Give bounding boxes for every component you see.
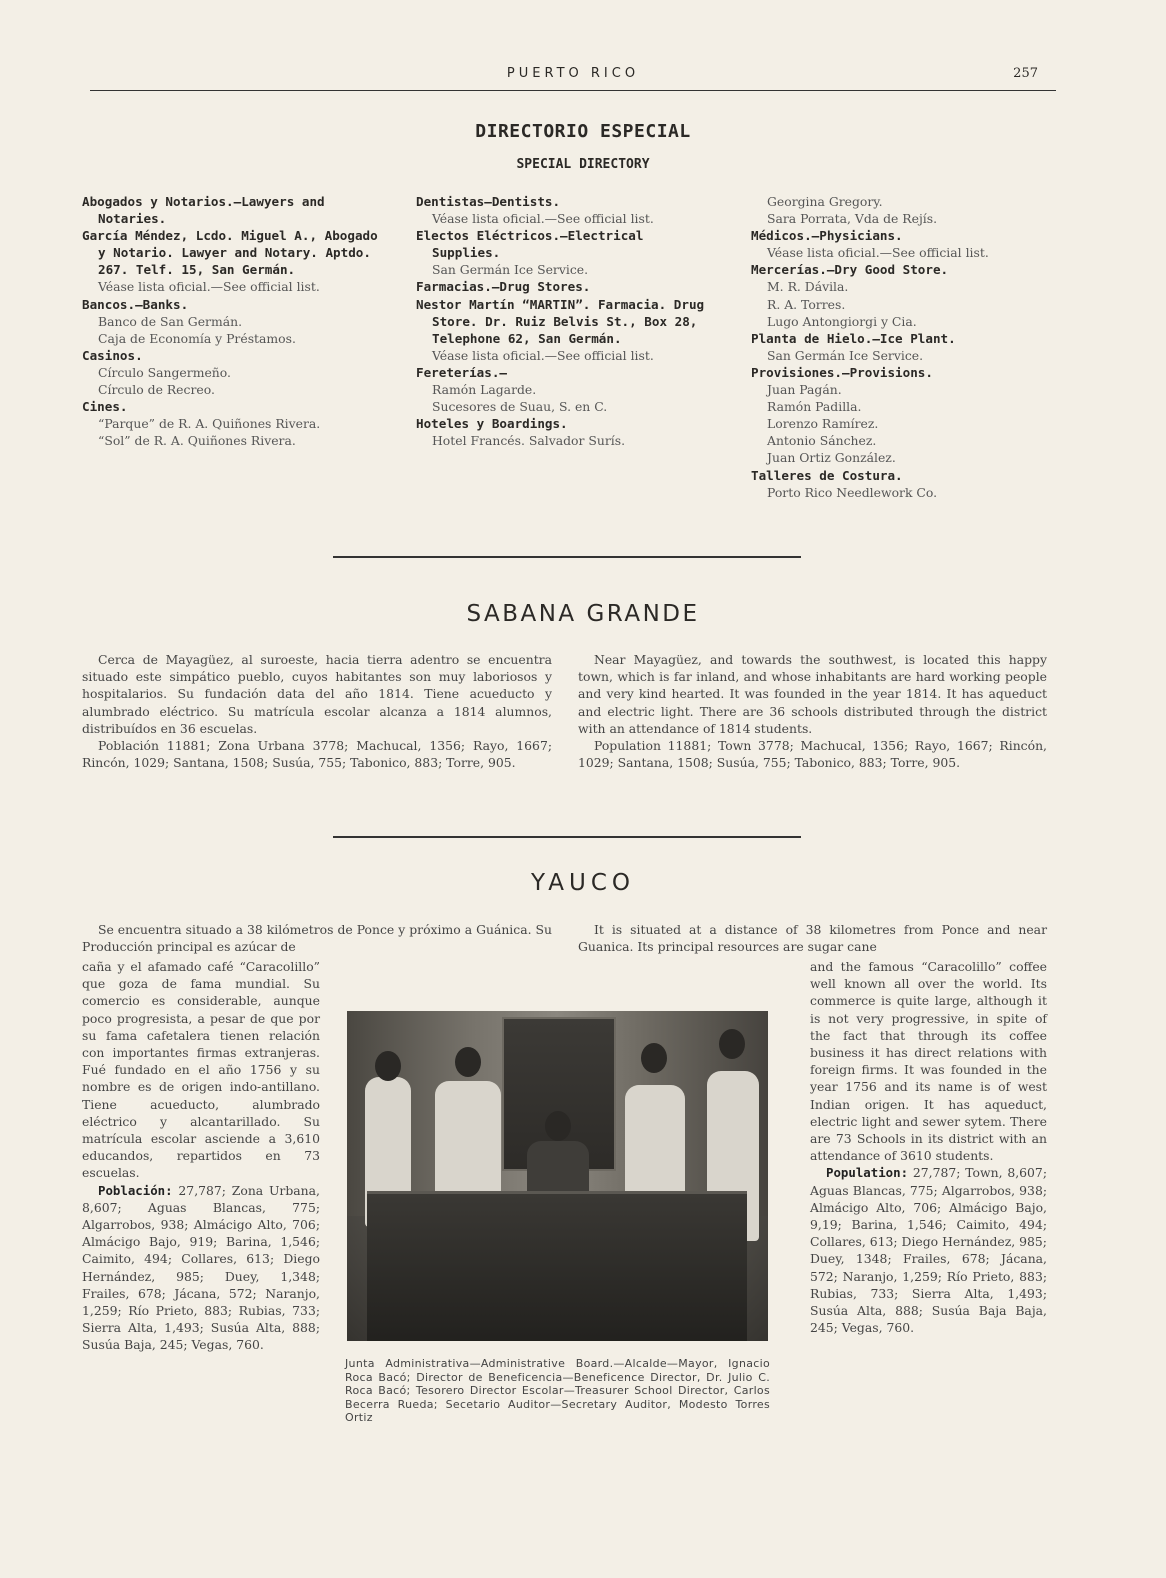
directory-heading: Abogados y Notarios.—Lawyers and Notaries. — [82, 194, 325, 227]
directory-entry: Sucesores de Suau, S. en C. — [432, 399, 608, 415]
directory-heading: Mercerías.—Dry Good Store. — [751, 262, 949, 278]
yauco-en-body: and the famous “Caracolillo” coffee well known all over the world. Its commerce is quite large, although it is not very progressive, in spite of the fact that through its coffee business it has direct relations with foreign firms. It was founded in the year 1756 and its name is of west Indian origen. It has aqueduct, electric light and sewer sytem. There are 73 Schools in its district with an attendance of 3610 students. — [810, 959, 1047, 1164]
directory-entry: Véase lista oficial.—See official list. — [432, 211, 654, 227]
directory-heading: Fereterías.— — [416, 364, 507, 380]
yauco-en-intro-text: It is situated at a distance of 38 kilometres from Ponce and near Guanica. Its principal resources are sugar cane — [578, 922, 1047, 955]
directory-entry: “Sol” de R. A. Quiñones Rivera. — [98, 433, 296, 449]
section-divider — [333, 836, 801, 838]
directory-entry: Ramón Padilla. — [767, 399, 862, 415]
sabana-es-population: Población 11881; Zona Urbana 3778; Machucal, 1356; Rayo, 1667; Rincón, 1029; Santana, 1508; Susúa, 755; Tabonico, 883; Torre, 905. — [82, 738, 552, 771]
directory-column-3 — [751, 193, 1049, 501]
sabana-en-paragraph: Near Mayagüez, and towards the southwest, is located this happy town, which is far inland, and whose inhabitants are hard working people and very kind hearted. It was founded in the year 1814. It has aqueduct and electric light. There are 36 schools distributed through the district with an attendance of 1814 students. — [578, 652, 1047, 736]
photo-head — [545, 1111, 571, 1141]
photo-caption — [345, 1357, 770, 1425]
directory-entry: Juan Pagán. — [767, 382, 842, 398]
sabana-en-population: Population 11881; Town 3778; Machucal, 1356; Rayo, 1667; Rincón, 1029; Santana, 1508; Susúa, 755; Tabonico, 883; Torre, 905. — [578, 738, 1047, 771]
directory-entry: Caja de Economía y Préstamos. — [98, 330, 296, 346]
sabana-es-paragraph: Cerca de Mayagüez, al suroeste, hacia tierra adentro se encuentra situado este simpático pueblo, cuyos habitantes son muy laboriosos y hospitalarios. Su fundación data del año 1814. Tiene acueducto y alumbrado eléctrico. Su matrícula escolar alcanza a 1814 alumnos, distribuídos en 36 escuelas. — [82, 652, 552, 736]
directory-heading: Dentistas—Dentists. — [416, 194, 561, 209]
directory-entry: San Germán Ice Service. — [767, 347, 924, 363]
directory-heading: Cines. — [82, 399, 128, 415]
directory-entry: Antonio Sánchez. — [767, 433, 877, 449]
yauco-es-population: 27,787; Zona Urbana, 8,607; Aguas Blancas, 775; Algarrobos, 938; Almácigo Alto, 706; Almácigo Bajo, 919; Barina, 1,546; Caimito, 494; Collares, 613; Diego Hernández, 985; Duey, 1,348; Frailes, 678; Jácana, 572; Naranjo, 1,259; Río Prieto, 883; Rubias, 733; Sierra Alta, 1,493; Susúa Alta, 888; Susúa Baja, 245; Vegas, 760. — [82, 1182, 320, 1353]
yauco-title: YAUCO — [531, 870, 635, 896]
directory-entry: R. A. Torres. — [767, 296, 846, 312]
yauco-es-pop-label: Población: — [98, 1182, 173, 1198]
directory-column-1 — [82, 193, 380, 449]
photo-head — [455, 1047, 481, 1077]
directory-entry: Juan Ortiz González. — [767, 450, 896, 466]
directory-title: DIRECTORIO ESPECIAL — [475, 121, 691, 142]
directory-heading: Farmacias.—Drug Stores. — [416, 279, 591, 295]
directory-heading: Planta de Hielo.—Ice Plant. — [751, 330, 956, 346]
directory-heading: Provisiones.—Provisions. — [751, 364, 933, 380]
directory-column-2 — [416, 193, 714, 449]
directory-entry: Banco de San Germán. — [98, 313, 243, 329]
directory-entry: Lugo Antongiorgi y Cia. — [767, 313, 917, 329]
page-number: 257 — [1013, 66, 1038, 81]
yauco-en-pop-label: Population: — [826, 1165, 909, 1181]
directory-advertiser: Nestor Martín “MARTIN”. Farmacia. Drug Store. Dr. Ruiz Belvis St., Box 28, Telephone 62, San Germán. — [416, 296, 705, 346]
running-head — [90, 62, 1056, 91]
yauco-en-population: 27,787; Town, 8,607; Aguas Blancas, 775; Algarrobos, 938; Almácigo Alto, 706; Almácigo Bajo, 9,19; Barina, 1,546; Caimito, 494; Collares, 613; Diego Hernández, 985; Duey, 1348; Frailes, 678; Jácana, 572; Naranjo, 1,259; Río Prieto, 883; Rubias, 733; Sierra Alta, 1,493; Susúa Alta, 888; Susúa Baja Baja, 245; Vegas, 760. — [810, 1165, 1047, 1336]
sabana-spanish-text — [82, 651, 552, 771]
photo-head — [641, 1043, 667, 1073]
yauco-es-intro — [82, 921, 552, 955]
directory-entry: Georgina Gregory. — [767, 194, 883, 209]
sabana-english-text — [578, 651, 1047, 771]
yauco-es-intro-text: Se encuentra situado a 38 kilómetros de Ponce y próximo a Guánica. Su Producción principal es azúcar de — [82, 922, 552, 955]
running-head-title: PUERTO RICO — [506, 66, 640, 81]
directory-heading: Electos Eléctricos.—Electrical Supplies. — [416, 228, 644, 261]
section-divider — [333, 556, 801, 558]
yauco-spanish-column — [82, 958, 320, 1354]
directory-entry: Hotel Francés. Salvador Surís. — [432, 433, 626, 449]
directory-entry: Sara Porrata, Vda de Rejís. — [767, 211, 938, 227]
yauco-es-body: caña y el afamado café “Caracolillo” que goza de fama mundial. Su comercio es considerable, aunque poco progresista, a pesar de que por su fama cafetalera tienen relación con importantes firmas extranjeras. Fué fundado en el año 1756 y su nombre es de origen indo-antillano. Tiene acueducto, alumbrado eléctrico y alcantarillado. Su matrícula escolar asciende a 3,610 educandos, repartidos en 73 escuelas. — [82, 959, 320, 1181]
directory-entry: Lorenzo Ramírez. — [767, 416, 879, 432]
directory-advertiser: García Méndez, Lcdo. Miguel A., Abogado y Notario. Lawyer and Notary. Aptdo. 267. Telf. 15, San Germán. — [82, 228, 378, 278]
directory-entry: M. R. Dávila. — [767, 279, 849, 295]
directory-heading: Casinos. — [82, 347, 143, 363]
directory-entry: Círculo de Recreo. — [98, 382, 215, 398]
directory-entry: Círculo Sangermeño. — [98, 364, 231, 380]
photo-head — [719, 1029, 745, 1059]
directory-entry: Porto Rico Needlework Co. — [767, 484, 938, 500]
directory-entry: Véase lista oficial.—See official list. — [767, 245, 989, 261]
photo-caption-text: Junta Administrativa—Administrative Board.—Alcalde—Mayor, Ignacio Roca Bacó; Director de Beneficencia—Beneficence Director, Dr. Julio C. Roca Bacó; Tesorero Director Escolar—Treasurer School Director, Carlos Becerra Rueda; Secetario Auditor—Secretary Auditor, Modesto Torres Ortiz — [345, 1357, 770, 1424]
directory-subtitle: SPECIAL DIRECTORY — [516, 157, 650, 172]
photo-head — [375, 1051, 401, 1081]
photo-desk — [367, 1191, 747, 1341]
directory-entry: Ramón Lagarde. — [432, 382, 537, 398]
board-photograph — [347, 1011, 768, 1341]
directory-entry: San Germán Ice Service. — [432, 262, 589, 278]
directory-heading: Talleres de Costura. — [751, 467, 903, 483]
directory-entry: Véase lista oficial.—See official list. — [98, 279, 320, 295]
sabana-grande-title: SABANA GRANDE — [466, 601, 700, 627]
directory-heading: Bancos.—Banks. — [82, 296, 189, 312]
directory-heading: Médicos.—Physicians. — [751, 228, 903, 244]
directory-heading: Hoteles y Boardings. — [416, 416, 568, 432]
yauco-english-column — [810, 958, 1047, 1336]
directory-entry: “Parque” de R. A. Quiñones Rivera. — [98, 416, 321, 432]
yauco-en-intro — [578, 921, 1047, 955]
directory-entry: Véase lista oficial.—See official list. — [432, 347, 654, 363]
